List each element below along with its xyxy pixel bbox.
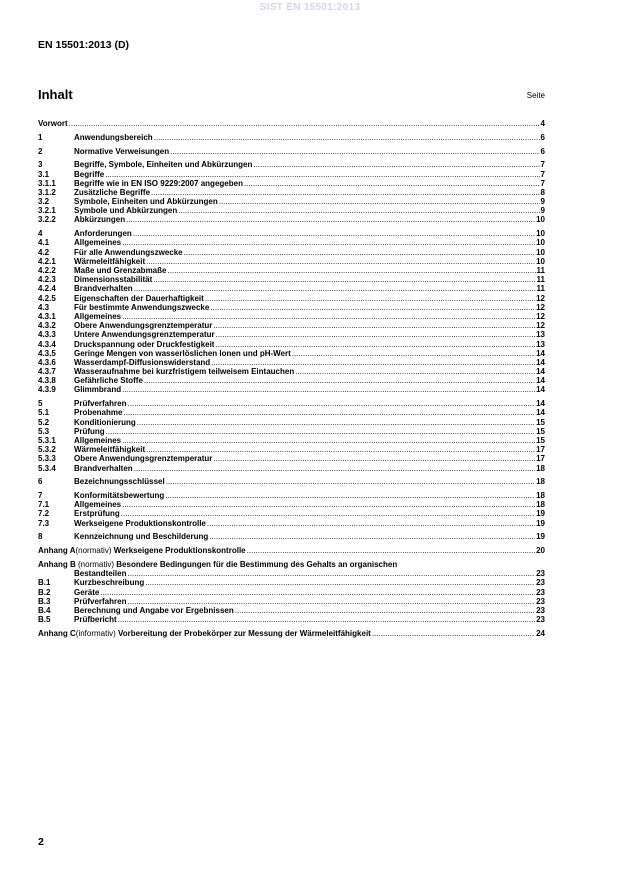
toc-entry-number: 4 (38, 229, 43, 239)
toc-entry-leader (167, 266, 535, 275)
toc-entry-page: 9 (540, 197, 545, 207)
toc-entry-page: 6 (540, 146, 545, 156)
toc-entry-leader (207, 519, 535, 528)
annex-c-label: Vorbereitung der Probekörper zur Messung der Wärmeleitfähigkeit (118, 628, 371, 638)
toc-entry-label: Für alle Anwendungszwecke (74, 247, 183, 257)
toc-entry-page: 23 (536, 605, 545, 615)
toc-entry[interactable] (38, 266, 545, 275)
toc-entry[interactable] (38, 500, 545, 509)
toc-entry[interactable] (38, 464, 545, 473)
toc-entry-page: 15 (536, 417, 545, 427)
toc-entry-label: Abkürzungen (74, 215, 126, 225)
toc-entry[interactable] (38, 597, 545, 606)
toc-entry-number: 4.2.5 (38, 293, 56, 303)
toc-entry-leader (170, 147, 539, 156)
toc-entry-label: Für bestimmte Anwendungszwecke (74, 302, 210, 312)
toc-entry-page: 19 (536, 532, 545, 542)
toc-entry-label: Eigenschaften der Dauerhaftigkeit (74, 293, 204, 303)
toc-entry-number: 3.2.1 (38, 206, 56, 216)
toc-entry-leader (127, 399, 535, 408)
toc-entry-leader (127, 597, 535, 606)
toc-entry-page: 23 (536, 615, 545, 625)
toc-entry[interactable] (38, 340, 545, 349)
toc-entry-label: Begriffe wie in EN ISO 9229:2007 angegeben (74, 178, 243, 188)
toc-entry-label: Geringe Mengen von wasserlöslichen Ionen und pH-Wert (74, 348, 291, 358)
toc-entry[interactable] (38, 238, 545, 247)
toc-entry-label: Probenahme (74, 408, 123, 418)
toc-entry-label: Anforderungen (74, 229, 132, 239)
toc-entry-page: 23 (536, 596, 545, 606)
toc-entry[interactable] (38, 491, 545, 500)
toc-entry-page: 11 (536, 284, 545, 294)
toc-entry-label: Erstprüfung (74, 509, 120, 519)
toc-entry[interactable] (38, 532, 545, 541)
toc-entry-leader (126, 215, 535, 224)
toc-entry-label: Bezeichnungsschlüssel (74, 477, 165, 487)
toc-entry-leader (134, 464, 535, 473)
toc-entry-label: Wasseraufnahme bei kurzfristigem teilweisem Eintauchen (74, 367, 295, 377)
toc-entry-number: 4.3.4 (38, 339, 56, 349)
toc-entry[interactable] (38, 119, 545, 128)
toc-entry-page: 12 (536, 321, 545, 331)
toc-entry-leader (372, 629, 535, 638)
toc-entry-page: 10 (536, 229, 545, 239)
toc-entry-page: 10 (536, 256, 545, 266)
toc-entry-page: 14 (536, 399, 545, 409)
toc-entry-leader (118, 615, 535, 624)
toc-entry-number: 4.2 (38, 247, 50, 257)
toc-entry[interactable] (38, 215, 545, 224)
toc-entry[interactable] (38, 303, 545, 312)
toc-entry-label: Zusätzliche Begriffe (74, 187, 151, 197)
toc-entry-label: Konformitätsbewertung (74, 491, 165, 501)
toc-entry-number: B.2 (38, 587, 51, 597)
toc-entry-leader (122, 436, 535, 445)
toc-entry[interactable] (38, 330, 545, 339)
toc-entry[interactable] (38, 519, 545, 528)
toc-entry-leader (151, 188, 540, 197)
toc-entry-label: Kennzeichnung und Beschilderung (74, 532, 209, 542)
toc-entry-number: 5.3 (38, 426, 50, 436)
toc-entry[interactable] (38, 578, 545, 587)
toc-entry-number: 3.2 (38, 197, 50, 207)
toc-entry-label: Obere Anwendungsgrenztemperatur (74, 454, 213, 464)
toc-entry-label: Allgemeines (74, 435, 122, 445)
annex-b-label-line2: Bestandteilen (74, 569, 127, 579)
annex-c-type: (informativ) (75, 628, 116, 638)
annex-b-label-line1: Besondere Bedingungen für die Bestimmung des Gehalts an organischen (116, 560, 398, 569)
annex-c-page: 24 (536, 628, 545, 638)
toc-entry-page: 15 (536, 426, 545, 436)
toc-entry-page: 7 (540, 169, 545, 179)
toc-entry-leader (100, 588, 535, 597)
toc-entry-page: 10 (536, 247, 545, 257)
toc-entry-leader (211, 358, 535, 367)
toc-entry-label: Geräte (74, 587, 100, 597)
toc-entry-page: 14 (536, 357, 545, 367)
toc-entry-page: 10 (536, 238, 545, 248)
toc-entry-label: Obere Anwendungsgrenztemperatur (74, 321, 213, 331)
toc-entry-leader (178, 206, 539, 215)
toc-header (38, 87, 545, 107)
toc-entry-label: Symbole, Einheiten und Abkürzungen (74, 197, 218, 207)
toc-entry-page: 15 (536, 435, 545, 445)
toc-entry-page: 11 (536, 275, 545, 285)
toc-entry-label: Normative Verweisungen (74, 146, 170, 156)
toc-entry[interactable] (38, 615, 545, 624)
toc-entry-leader (166, 477, 535, 486)
toc-entry-label: Wärmeleitfähigkeit (74, 445, 146, 455)
toc-entry-number: 5.2 (38, 417, 50, 427)
toc-entry-leader (153, 275, 535, 284)
toc-entry-number: 7.1 (38, 500, 50, 510)
toc-entry-leader (213, 454, 535, 463)
toc-entry[interactable] (38, 367, 545, 376)
toc-entry-page: 4 (540, 119, 545, 128)
toc-entry-label: Prüfung (74, 426, 105, 436)
annex-b-page: 23 (536, 569, 545, 579)
toc-entry-leader (210, 303, 535, 312)
toc-entry[interactable] (38, 275, 545, 284)
toc-entry-leader (121, 509, 535, 518)
watermark: SIST EN 15501:2013 (259, 2, 361, 13)
toc-entry-leader (292, 349, 535, 358)
annex-b-prefix: Anhang B (38, 560, 76, 569)
toc-entry-label: Untere Anwendungsgrenztemperatur (74, 330, 215, 340)
toc-entry-page: 17 (536, 454, 545, 464)
toc-entry-leader (145, 578, 535, 587)
toc-entry[interactable] (38, 349, 545, 358)
toc-entry-label: Konditionierung (74, 417, 136, 427)
toc-entry-number: 1 (38, 132, 43, 142)
toc-entry-leader (216, 330, 535, 339)
toc-entry-label: Brandverhalten (74, 284, 133, 294)
toc-entry-leader (215, 340, 535, 349)
toc-entry[interactable] (38, 206, 545, 215)
toc-entry[interactable] (38, 321, 545, 330)
toc-entry[interactable] (38, 188, 545, 197)
toc-entry[interactable] (38, 454, 545, 463)
page-title: Inhalt (38, 87, 73, 102)
toc-entry-label: Prüfverfahren (74, 399, 127, 409)
annex-a-label: Werkseigene Produktionskontrolle (113, 546, 246, 556)
table-of-contents (38, 119, 545, 638)
toc-entry[interactable] (38, 606, 545, 615)
toc-entry-number: 4.3.6 (38, 357, 56, 367)
toc-annex-c[interactable] (38, 629, 545, 638)
toc-entry-number: 8 (38, 532, 43, 542)
toc-entry-leader (235, 606, 535, 615)
toc-entry-page: 13 (536, 330, 545, 340)
toc-entry-page: 12 (536, 293, 545, 303)
page-number: 2 (38, 836, 44, 848)
annex-a-type: (normativ) (75, 546, 112, 556)
toc-entry-number: 4.2.1 (38, 256, 56, 266)
toc-entry-label: Gefährliche Stoffe (74, 376, 143, 386)
toc-entry-leader (137, 418, 535, 427)
toc-entry-label: Allgemeines (74, 500, 122, 510)
toc-entry[interactable] (38, 358, 545, 367)
toc-entry-number: 4.3.9 (38, 385, 56, 395)
toc-entry-page: 8 (540, 187, 545, 197)
toc-entry-leader (144, 376, 535, 385)
toc-entry-label: Dimensionsstabilität (74, 275, 153, 285)
toc-entry-page: 17 (536, 445, 545, 455)
toc-entry-page: 10 (536, 215, 545, 225)
toc-entry-leader (122, 312, 535, 321)
toc-entry[interactable] (38, 445, 545, 454)
toc-entry-label: Allgemeines (74, 238, 122, 248)
toc-entry-leader (247, 546, 535, 555)
toc-entry-page: 14 (536, 385, 545, 395)
toc-entry-label: Druckspannung oder Druckfestigkeit (74, 339, 215, 349)
toc-entry-page: 19 (536, 509, 545, 519)
toc-entry-number: B.4 (38, 605, 51, 615)
toc-entry-page: 18 (536, 500, 545, 510)
toc-entry-number: B.3 (38, 596, 51, 606)
toc-entry-leader (133, 229, 535, 238)
toc-entry-number: 7 (38, 491, 43, 501)
toc-entry-page: 18 (536, 491, 545, 501)
toc-annex-b[interactable] (38, 560, 545, 578)
document-id: EN 15501:2013 (D) (38, 39, 130, 51)
toc-entry-number: 5.3.2 (38, 445, 56, 455)
toc-entry-leader (219, 197, 540, 206)
toc-entry-number: 5.3.4 (38, 463, 56, 473)
toc-entry-label: Brandverhalten (74, 463, 133, 473)
toc-entry-label: Begriffe, Symbole, Einheiten und Abkürzungen (74, 160, 253, 170)
toc-entry-page: 12 (536, 302, 545, 312)
toc-entry-number: 3 (38, 160, 43, 170)
toc-entry-number: 7.3 (38, 518, 50, 528)
toc-entry[interactable] (38, 248, 545, 257)
toc-entry[interactable] (38, 160, 545, 169)
toc-entry-number: 4.3.3 (38, 330, 56, 340)
toc-entry-number: 4.2.3 (38, 275, 56, 285)
toc-entry-number: 2 (38, 146, 43, 156)
toc-entry[interactable] (38, 197, 545, 206)
toc-entry[interactable] (38, 133, 545, 142)
toc-entry-leader (134, 284, 536, 293)
toc-annex-a[interactable] (38, 546, 545, 555)
toc-entry-number: 5.1 (38, 408, 50, 418)
toc-entry-leader (209, 532, 535, 541)
toc-entry[interactable] (38, 294, 545, 303)
toc-entry[interactable] (38, 170, 545, 179)
toc-entry-label: Prüfverfahren (74, 596, 127, 606)
toc-entry-leader (146, 257, 535, 266)
toc-entry[interactable] (38, 477, 545, 486)
toc-entry-leader (213, 321, 535, 330)
toc-entry[interactable] (38, 399, 545, 408)
toc-entry[interactable] (38, 509, 545, 518)
toc-entry[interactable] (38, 418, 545, 427)
toc-entry-leader (253, 160, 539, 169)
toc-entry-label: Begriffe (74, 169, 105, 179)
toc-entry-label: Wasserdampf-Diffusionswiderstand (74, 357, 211, 367)
toc-entry-number: 3.1.1 (38, 178, 56, 188)
toc-entry-label: Wärmeleitfähigkeit (74, 256, 146, 266)
toc-entry-number: 7.2 (38, 509, 50, 519)
toc-entry-number: 4.3.5 (38, 348, 56, 358)
toc-entry-number: B.5 (38, 615, 51, 625)
annex-b-line2 (38, 569, 545, 578)
toc-entry-page: 9 (540, 206, 545, 216)
toc-entry-number: 4.2.2 (38, 266, 56, 275)
toc-entry-number: 5 (38, 399, 43, 409)
toc-entry-number: 3.1 (38, 169, 50, 179)
toc-entry-label: Kurzbeschreibung (74, 578, 145, 588)
toc-entry-number: 3.1.2 (38, 187, 56, 197)
toc-entry-leader (105, 170, 539, 179)
toc-entry[interactable] (38, 257, 545, 266)
toc-entry-label: Anwendungsbereich (74, 132, 153, 142)
toc-entry-page: 14 (536, 408, 545, 418)
toc-entry-leader (122, 500, 535, 509)
toc-entry[interactable] (38, 229, 545, 238)
annex-a-page: 20 (536, 546, 545, 556)
toc-entry[interactable] (38, 376, 545, 385)
page-column-label: Seite (526, 91, 545, 100)
toc-entry-label: Maße und Grenzabmaße (74, 266, 167, 275)
toc-entry-number: 4.1 (38, 238, 50, 248)
toc-entry-page: 23 (536, 578, 545, 588)
toc-entry-page: 14 (536, 376, 545, 386)
annex-b-type: (normativ) (78, 560, 115, 569)
toc-entry-leader (106, 427, 535, 436)
toc-entry-page: 14 (536, 348, 545, 358)
toc-entry-leader (69, 119, 540, 128)
toc-entry-page: 14 (536, 367, 545, 377)
annex-c-prefix: Anhang C (38, 628, 76, 638)
toc-entry-number: 6 (38, 477, 43, 487)
toc-entry-number: 4.3.1 (38, 311, 56, 321)
toc-entry[interactable] (38, 385, 545, 394)
toc-entry-leader (123, 408, 535, 417)
annex-a-prefix: Anhang A (38, 546, 76, 556)
toc-entry-page: 7 (540, 178, 545, 188)
toc-entry[interactable] (38, 436, 545, 445)
toc-entry-leader (205, 294, 535, 303)
toc-entry-leader (154, 133, 540, 142)
toc-entry-leader (244, 179, 540, 188)
toc-entry-number: 4.3.7 (38, 367, 56, 377)
toc-entry-leader (295, 367, 535, 376)
toc-entry-leader (122, 385, 535, 394)
toc-entry-page: 18 (536, 463, 545, 473)
toc-entry-number: 4.3 (38, 302, 50, 312)
toc-entry-leader (122, 238, 535, 247)
toc-entry-leader (184, 248, 535, 257)
toc-entry-label: Berechnung und Angabe vor Ergebnissen (74, 605, 234, 615)
toc-entry-page: 11 (536, 266, 545, 275)
toc-entry-page: 19 (536, 518, 545, 528)
toc-entry-number: 5.3.3 (38, 454, 56, 464)
toc-entry-page: 23 (536, 587, 545, 597)
toc-entry-number: 3.2.2 (38, 215, 56, 225)
toc-entry-leader (165, 491, 535, 500)
toc-entry-leader (146, 445, 535, 454)
toc-entry-label: Symbole und Abkürzungen (74, 206, 178, 216)
toc-entry[interactable] (38, 312, 545, 321)
toc-entry[interactable] (38, 179, 545, 188)
toc-entry-page: 6 (540, 132, 545, 142)
toc-entry-number: 4.3.2 (38, 321, 56, 331)
toc-entry-label: Allgemeines (74, 311, 122, 321)
toc-entry-number: 4.3.8 (38, 376, 56, 386)
toc-entry-page: 7 (540, 160, 545, 170)
toc-entry-number: Vorwort (38, 119, 68, 128)
toc-entry-number: 4.2.4 (38, 284, 56, 294)
toc-entry[interactable] (38, 427, 545, 436)
toc-entry[interactable] (38, 408, 545, 417)
annex-b-line1 (38, 560, 545, 569)
toc-entry-page: 13 (536, 339, 545, 349)
toc-entry[interactable] (38, 147, 545, 156)
toc-entry-number: B.1 (38, 578, 51, 588)
toc-entry[interactable] (38, 284, 545, 293)
toc-entry[interactable] (38, 588, 545, 597)
toc-entry-label: Werkseigene Produktionskontrolle (74, 518, 206, 528)
toc-entry-page: 18 (536, 477, 545, 487)
toc-entry-number: 5.3.1 (38, 435, 56, 445)
toc-entry-page: 12 (536, 311, 545, 321)
toc-entry-label: Glimmbrand (74, 385, 122, 395)
toc-entry-label: Prüfbericht (74, 615, 117, 625)
toc-entry-leader (127, 569, 535, 578)
